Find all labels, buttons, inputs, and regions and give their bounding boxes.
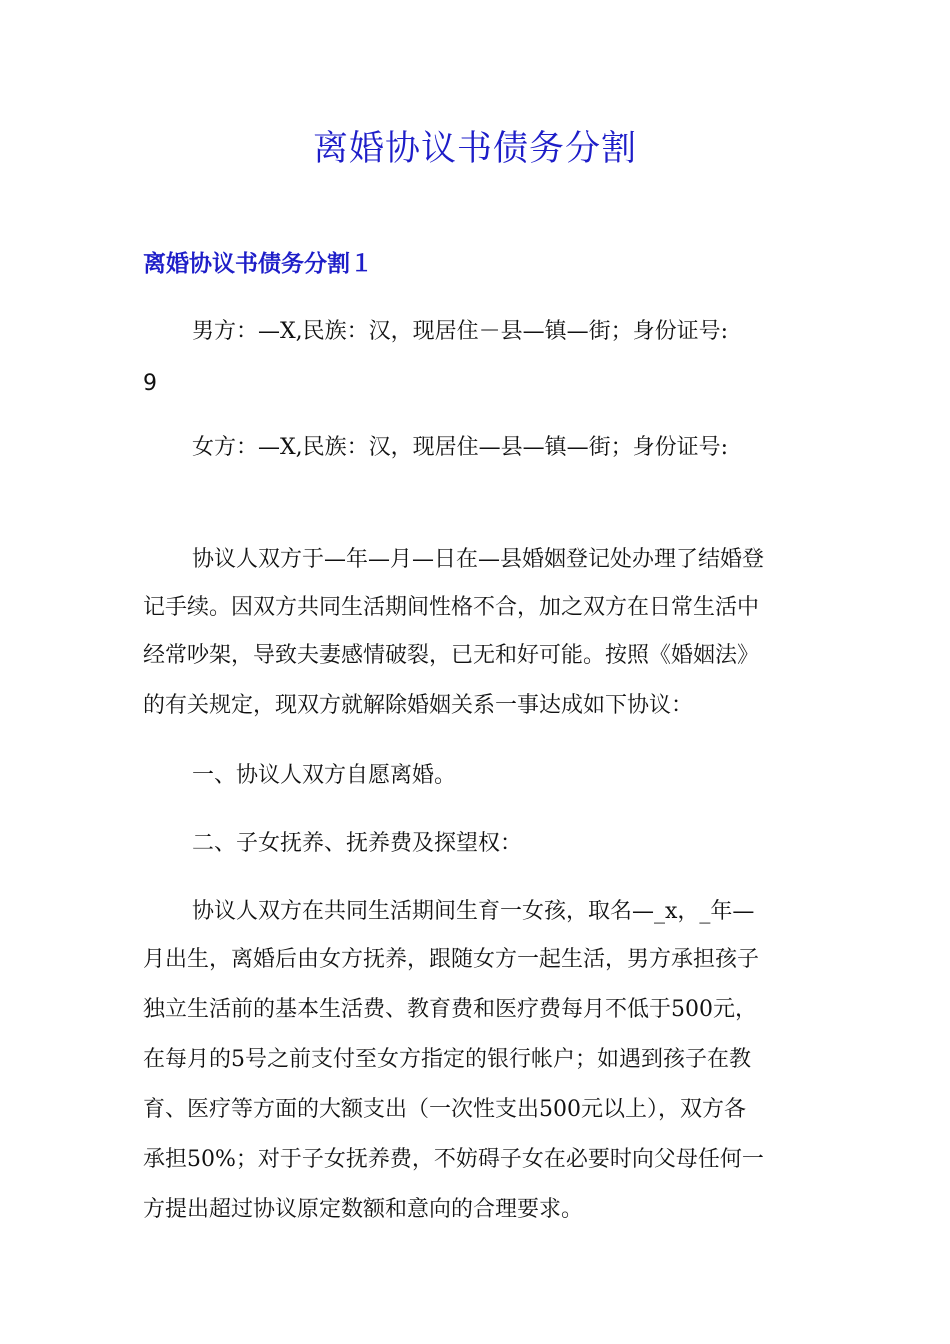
- custody-line: 月出生，离婚后由女方抚养，跟随女方一起生活，男方承担孩子: [143, 947, 760, 972]
- intro-line: 的有关规定，现双方就解除婚姻关系一事达成如下协议：: [143, 693, 694, 718]
- custody-line: 独立生活前的基本生活费、教育费和医疗费每月不低于500元，: [143, 997, 757, 1022]
- male-party-id-tail: 9: [143, 371, 157, 396]
- section-heading: 离婚协议书债务分割１: [143, 251, 373, 277]
- male-party-line: 男方：—X,民族：汉，现居住－县—镇—街；身份证号:: [192, 319, 729, 344]
- intro-line: 记手续。因双方共同生活期间性格不合，加之双方在日常生活中: [143, 595, 760, 620]
- female-party-line: 女方：—X,民族：汉，现居住—县—镇—街；身份证号:: [192, 435, 729, 460]
- clause-two: 二、子女抚养、抚养费及探望权：: [192, 831, 523, 856]
- intro-line: 协议人双方于—年—月—日在—县婚姻登记处办理了结婚登: [192, 547, 765, 572]
- custody-line: 在每月的5号之前支付至女方指定的银行帐户；如遇到孩子在教: [143, 1047, 751, 1072]
- document-title: 离婚协议书债务分割: [312, 129, 637, 169]
- clause-one: 一、协议人双方自愿离婚。: [192, 763, 457, 788]
- custody-line: 方提出超过协议原定数额和意向的合理要求。: [143, 1197, 584, 1222]
- custody-line: 育、医疗等方面的大额支出（一次性支出500元以上），双方各: [143, 1097, 746, 1122]
- custody-line: 承担50%；对于子女抚养费，不妨碍子女在必要时向父母任何一: [143, 1147, 764, 1172]
- custody-line: 协议人双方在共同生活期间生育一女孩，取名—_x，_年—: [192, 899, 755, 924]
- intro-line: 经常吵架，导致夫妻感情破裂，已无和好可能。按照《婚姻法》: [143, 643, 760, 668]
